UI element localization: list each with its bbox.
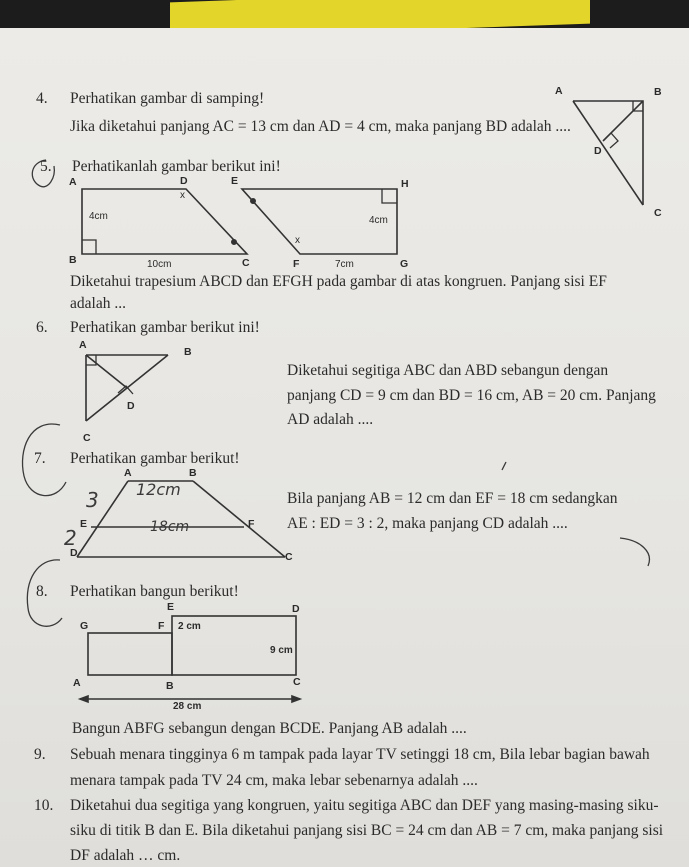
q5-label-4cm-left: 4cm bbox=[89, 211, 108, 222]
q4-instruction: Perhatikan gambar di samping! bbox=[70, 90, 265, 107]
q6-label-d: D bbox=[127, 400, 135, 412]
q4-question: Jika diketahui panjang AC = 13 cm dan AD = 4 cm, maka panjang BD adalah .... bbox=[70, 118, 571, 135]
q7-handwritten-3: 3 bbox=[86, 488, 99, 512]
q4-hypotenuse bbox=[573, 101, 643, 205]
q5-number: 5. bbox=[40, 158, 52, 175]
q6-text-2: panjang CD = 9 cm dan BD = 16 cm, AB = 20 cm. Panjang bbox=[287, 387, 656, 404]
q8-label-d: D bbox=[292, 603, 300, 615]
q5-label-7cm: 7cm bbox=[335, 259, 354, 270]
q7-handwritten-18cm: 18cm bbox=[150, 519, 190, 535]
q8-label-e: E bbox=[167, 601, 175, 613]
q5-label-x-bottom: x bbox=[295, 235, 300, 246]
q10-text-2: siku di titik B dan E. Bila diketahui panjang sisi BC = 24 cm dan AB = 7 cm, maka panjang sisi bbox=[70, 822, 664, 839]
q8-instruction: Perhatikan bangun berikut! bbox=[70, 583, 239, 600]
q4-figure bbox=[573, 101, 643, 205]
q9-text-2: menara tampak pada TV 24 cm, maka lebar sebenarnya adalah .... bbox=[70, 772, 478, 789]
q7-text-1: Bila panjang AB = 12 cm dan EF = 18 cm sedangkan bbox=[287, 490, 618, 507]
q9-text-1: Sebuah menara tingginya 6 m tampak pada layar TV setinggi 18 cm, Bila lebar bagian bawah bbox=[70, 746, 650, 763]
q4-label-c: C bbox=[654, 207, 662, 219]
q8-number: 8. bbox=[36, 583, 48, 600]
q7-instruction: Perhatikan gambar berikut! bbox=[70, 450, 240, 467]
q8-label-b: B bbox=[166, 680, 174, 692]
q7-handwritten-2: 2 bbox=[64, 526, 77, 550]
q5-label-10cm: 10cm bbox=[147, 259, 172, 270]
q5-question-end: adalah ... bbox=[70, 295, 126, 312]
q5-label-e: E bbox=[231, 175, 239, 187]
q5-question: Diketahui trapesium ABCD dan EFGH pada gambar di atas kongruen. Panjang sisi EF bbox=[70, 273, 607, 290]
q6-label-a: A bbox=[79, 339, 87, 351]
q5-label-f: F bbox=[293, 258, 300, 270]
q8-label-f: F bbox=[158, 620, 165, 632]
q4-label-a: A bbox=[555, 85, 563, 97]
q8-label-28cm: 28 cm bbox=[173, 701, 202, 712]
q5-instruction: Perhatikanlah gambar berikut ini! bbox=[72, 158, 281, 175]
q5-label-4cm-right: 4cm bbox=[369, 215, 388, 226]
q6-text-3: AD adalah .... bbox=[287, 411, 374, 428]
q4-label-b: B bbox=[654, 86, 662, 98]
q6-text-1: Diketahui segitiga ABC dan ABD sebangun dengan bbox=[287, 362, 609, 379]
q5-label-x-top: x bbox=[180, 190, 185, 201]
q7-handwritten-12cm: 12cm bbox=[136, 480, 181, 499]
q4-number: 4. bbox=[36, 90, 48, 107]
q7-label-b: B bbox=[189, 467, 197, 479]
q8-label-9cm: 9 cm bbox=[270, 645, 293, 656]
q7-label-e: E bbox=[80, 518, 88, 530]
q8-label-g: G bbox=[80, 620, 89, 632]
q7-label-a: A bbox=[124, 467, 132, 479]
q8-label-c: C bbox=[293, 676, 301, 688]
q7-text-2: AE : ED = 3 : 2, maka panjang CD adalah .... bbox=[287, 515, 568, 532]
q10-number: 10. bbox=[34, 797, 54, 814]
q5-label-d: D bbox=[180, 175, 188, 187]
q8-label-a: A bbox=[73, 677, 81, 689]
q6-label-c: C bbox=[83, 432, 91, 444]
q4-label-d: D bbox=[594, 145, 602, 157]
q6-segment-ad bbox=[86, 355, 127, 388]
q5-label-a: A bbox=[69, 176, 77, 188]
q10-text-3: DF adalah … cm. bbox=[70, 847, 181, 864]
q6-number: 6. bbox=[36, 319, 48, 336]
q7-label-c: C bbox=[285, 551, 293, 563]
q5-label-b: B bbox=[69, 254, 77, 266]
q8-question: Bangun ABFG sebangun dengan BCDE. Panjang AB adalah .... bbox=[72, 720, 467, 737]
q5-label-c: C bbox=[242, 257, 250, 269]
q4-altitude-bd bbox=[603, 101, 643, 141]
q5-label-g: G bbox=[400, 258, 409, 270]
q6-instruction: Perhatikan gambar berikut ini! bbox=[70, 319, 260, 336]
q8-label-2cm: 2 cm bbox=[178, 621, 201, 632]
q7-number: 7. bbox=[34, 450, 46, 467]
q10-text-1: Diketahui dua segitiga yang kongruen, yaitu segitiga ABC dan DEF yang masing-masing siku- bbox=[70, 797, 659, 814]
q7-label-f: F bbox=[248, 518, 255, 530]
q5-figure bbox=[82, 189, 397, 254]
q9-number: 9. bbox=[34, 746, 46, 763]
q7-label-d: D bbox=[70, 547, 78, 559]
q5-label-h: H bbox=[401, 178, 409, 190]
q6-label-b: B bbox=[184, 346, 192, 358]
